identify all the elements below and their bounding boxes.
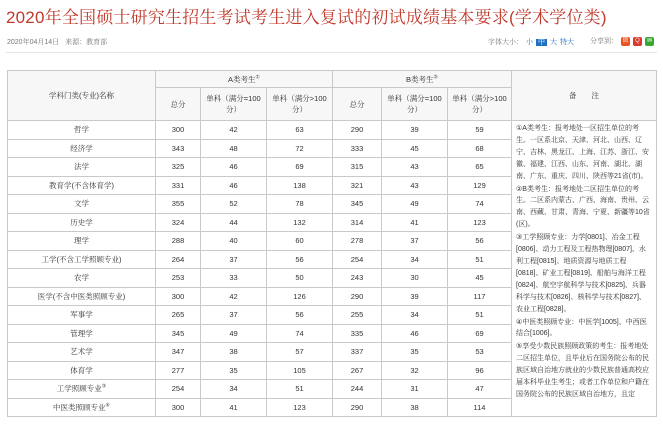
score-cell-a-total: 300 bbox=[156, 121, 201, 140]
subject-name: 文学 bbox=[8, 195, 156, 214]
score-cell-a-sbig: 74 bbox=[267, 324, 333, 343]
subject-name: 农学 bbox=[8, 269, 156, 288]
source-label: 来源：教育部 bbox=[65, 39, 108, 46]
score-cell-a-total: 277 bbox=[156, 361, 201, 380]
group-b-header: B类考生② bbox=[333, 71, 512, 88]
score-cell-b-total: 321 bbox=[333, 176, 382, 195]
score-cell-a-s100: 37 bbox=[201, 250, 267, 269]
score-cell-b-total: 333 bbox=[333, 139, 382, 158]
score-cell-a-total: 343 bbox=[156, 139, 201, 158]
score-cell-a-sbig: 60 bbox=[267, 232, 333, 251]
subject-name: 艺术学 bbox=[8, 343, 156, 362]
score-cell-a-total: 331 bbox=[156, 176, 201, 195]
a-total-header: 总分 bbox=[156, 88, 201, 121]
font-size-medium[interactable]: 中 bbox=[538, 39, 545, 46]
b-single100-header: 单科（满分=100分） bbox=[382, 88, 448, 121]
score-cell-b-total: 290 bbox=[333, 121, 382, 140]
a-single100-header: 单科（满分=100分） bbox=[201, 88, 267, 121]
score-cell-b-sbig: 68 bbox=[448, 139, 512, 158]
score-cell-b-s100: 32 bbox=[382, 361, 448, 380]
score-cell-b-s100: 34 bbox=[382, 306, 448, 325]
remark-note: ①A类考生：报考地处一区招生单位的考生。一区系北京、天津、河北、山西、辽宁、吉林、黑龙江、上海、江苏、浙江、安徽、福建、江西、山东、河南、湖北、湖南、广东、重庆、四川、陕西等21省(市)。 bbox=[516, 125, 649, 180]
subject-name: 中医类照顾专业④ bbox=[8, 398, 156, 417]
score-cell-a-total: 265 bbox=[156, 306, 201, 325]
score-cell-a-sbig: 138 bbox=[267, 176, 333, 195]
remark-note: ⑤享受少数民族照顾政策的考生：报考地处二区招生单位，且毕业后在国务院公布的民族区域自治地方就业的少数民族普通高校应届本科毕业生考生；或者工作单位和户籍在国务院公布的民族区域自治地方，且定 bbox=[516, 343, 649, 398]
score-cell-b-total: 315 bbox=[333, 158, 382, 177]
score-cell-a-sbig: 78 bbox=[267, 195, 333, 214]
score-cell-a-s100: 41 bbox=[201, 398, 267, 417]
score-cell-b-total: 345 bbox=[333, 195, 382, 214]
score-cell-a-sbig: 50 bbox=[267, 269, 333, 288]
score-cell-a-s100: 35 bbox=[201, 361, 267, 380]
font-size-label: 字体大小： bbox=[488, 39, 523, 46]
score-cell-b-s100: 43 bbox=[382, 158, 448, 177]
score-cell-a-s100: 46 bbox=[201, 176, 267, 195]
score-cell-b-total: 244 bbox=[333, 380, 382, 399]
font-size-control bbox=[488, 37, 574, 47]
score-cell-a-s100: 52 bbox=[201, 195, 267, 214]
score-cell-b-s100: 49 bbox=[382, 195, 448, 214]
score-cell-b-sbig: 114 bbox=[448, 398, 512, 417]
article-meta bbox=[7, 37, 111, 47]
score-cell-b-total: 255 bbox=[333, 306, 382, 325]
font-size-large[interactable]: 大 bbox=[550, 39, 557, 46]
score-cell-a-sbig: 105 bbox=[267, 361, 333, 380]
score-cell-b-s100: 46 bbox=[382, 324, 448, 343]
score-cell-a-sbig: 69 bbox=[267, 158, 333, 177]
score-cell-a-s100: 44 bbox=[201, 213, 267, 232]
group-a-header: A类考生① bbox=[156, 71, 333, 88]
subject-name: 历史学 bbox=[8, 213, 156, 232]
score-cell-a-sbig: 51 bbox=[267, 380, 333, 399]
subject-name: 理学 bbox=[8, 232, 156, 251]
score-cell-b-total: 278 bbox=[333, 232, 382, 251]
font-size-xlarge[interactable]: 特大 bbox=[560, 39, 574, 46]
score-cell-a-total: 347 bbox=[156, 343, 201, 362]
score-cell-a-total: 253 bbox=[156, 269, 201, 288]
b-total-header: 总分 bbox=[333, 88, 382, 121]
subject-name: 工学照顾专业③ bbox=[8, 380, 156, 399]
score-cell-b-total: 267 bbox=[333, 361, 382, 380]
subject-name: 哲学 bbox=[8, 121, 156, 140]
score-cell-b-sbig: 123 bbox=[448, 213, 512, 232]
score-cell-b-total: 314 bbox=[333, 213, 382, 232]
score-cell-a-sbig: 123 bbox=[267, 398, 333, 417]
score-cell-b-sbig: 117 bbox=[448, 287, 512, 306]
score-cell-b-s100: 30 bbox=[382, 269, 448, 288]
score-cell-b-sbig: 96 bbox=[448, 361, 512, 380]
score-cell-b-s100: 35 bbox=[382, 343, 448, 362]
score-cell-b-sbig: 59 bbox=[448, 121, 512, 140]
score-cell-a-total: 264 bbox=[156, 250, 201, 269]
score-cell-a-total: 288 bbox=[156, 232, 201, 251]
score-cell-a-sbig: 132 bbox=[267, 213, 333, 232]
score-cell-b-sbig: 53 bbox=[448, 343, 512, 362]
score-cell-b-s100: 37 bbox=[382, 232, 448, 251]
remarks-cell bbox=[512, 121, 657, 417]
score-cell-b-s100: 31 bbox=[382, 380, 448, 399]
share-bar bbox=[590, 36, 654, 46]
remark-note: ③工学照顾专业：力学[0801]、冶金工程[0806]、动力工程及工程热物理[0807]、水利工程[0815]、地质资源与地质工程[0818]、矿业工程[0819]、船舶与海洋工程[0824]、航空宇航科学与技术[0825]、兵器科学与技术[0826]、核科学与技术[0827]、农业工程[0828]。 bbox=[516, 234, 646, 313]
score-cell-b-total: 243 bbox=[333, 269, 382, 288]
score-cell-a-total: 300 bbox=[156, 398, 201, 417]
score-cell-b-total: 335 bbox=[333, 324, 382, 343]
subject-name: 管理学 bbox=[8, 324, 156, 343]
score-cell-a-sbig: 57 bbox=[267, 343, 333, 362]
score-cell-a-sbig: 63 bbox=[267, 121, 333, 140]
score-cell-b-sbig: 56 bbox=[448, 232, 512, 251]
score-cell-a-total: 324 bbox=[156, 213, 201, 232]
remark-note: ④中医类照顾专业：中医学[1005]、中西医结合[1006]。 bbox=[516, 318, 647, 338]
score-cell-b-s100: 43 bbox=[382, 176, 448, 195]
qzone-icon[interactable]: Q bbox=[633, 37, 642, 46]
score-cell-b-total: 254 bbox=[333, 250, 382, 269]
subject-name: 军事学 bbox=[8, 306, 156, 325]
score-cell-b-s100: 41 bbox=[382, 213, 448, 232]
score-cell-a-s100: 34 bbox=[201, 380, 267, 399]
score-cell-b-sbig: 51 bbox=[448, 306, 512, 325]
score-cell-b-total: 337 bbox=[333, 343, 382, 362]
score-cell-a-s100: 38 bbox=[201, 343, 267, 362]
subject-name: 法学 bbox=[8, 158, 156, 177]
remark-note: ②B类考生：报考地处二区招生单位的考生。二区系内蒙古、广西、海南、贵州、云南、西藏、甘肃、青海、宁夏、新疆等10省(区)。 bbox=[516, 185, 650, 229]
score-cell-b-total: 290 bbox=[333, 398, 382, 417]
b-singleover-header: 单科（满分>100分） bbox=[448, 88, 512, 121]
score-cell-a-s100: 48 bbox=[201, 139, 267, 158]
wechat-icon[interactable]: ✉ bbox=[646, 37, 653, 44]
score-cell-b-sbig: 65 bbox=[448, 158, 512, 177]
score-cell-a-s100: 37 bbox=[201, 306, 267, 325]
score-cell-b-s100: 38 bbox=[382, 398, 448, 417]
score-cell-a-sbig: 56 bbox=[267, 306, 333, 325]
header-divider bbox=[6, 52, 657, 53]
score-cell-b-sbig: 129 bbox=[448, 176, 512, 195]
score-cell-a-total: 345 bbox=[156, 324, 201, 343]
subject-name: 经济学 bbox=[8, 139, 156, 158]
font-size-small[interactable]: 小 bbox=[526, 39, 533, 46]
share-label: 分享到： bbox=[590, 38, 618, 45]
a-singleover-header: 单科（满分>100分） bbox=[267, 88, 333, 121]
score-cell-b-sbig: 45 bbox=[448, 269, 512, 288]
score-cell-a-total: 254 bbox=[156, 380, 201, 399]
publish-date: 2020年04月14日 bbox=[7, 39, 60, 46]
score-cell-a-s100: 42 bbox=[201, 121, 267, 140]
score-cell-b-sbig: 69 bbox=[448, 324, 512, 343]
score-cell-a-s100: 49 bbox=[201, 324, 267, 343]
score-cell-a-s100: 42 bbox=[201, 287, 267, 306]
score-cell-b-s100: 39 bbox=[382, 121, 448, 140]
subject-header: 学科门类(专业)名称 bbox=[8, 71, 156, 121]
weibo-icon[interactable]: 微 bbox=[622, 37, 629, 44]
score-cell-a-sbig: 126 bbox=[267, 287, 333, 306]
score-table bbox=[7, 70, 657, 417]
score-cell-a-total: 325 bbox=[156, 158, 201, 177]
table-row bbox=[8, 121, 657, 140]
score-cell-b-sbig: 47 bbox=[448, 380, 512, 399]
score-cell-a-total: 300 bbox=[156, 287, 201, 306]
remarks-header: 备 注 bbox=[512, 71, 657, 121]
score-cell-b-sbig: 74 bbox=[448, 195, 512, 214]
score-cell-a-sbig: 56 bbox=[267, 250, 333, 269]
subject-name: 医学(不含中医类照顾专业) bbox=[8, 287, 156, 306]
score-cell-a-sbig: 72 bbox=[267, 139, 333, 158]
score-cell-a-s100: 33 bbox=[201, 269, 267, 288]
score-cell-a-total: 355 bbox=[156, 195, 201, 214]
score-cell-b-s100: 45 bbox=[382, 139, 448, 158]
subject-name: 教育学(不含体育学) bbox=[8, 176, 156, 195]
score-cell-b-sbig: 51 bbox=[448, 250, 512, 269]
subject-name: 工学(不含工学照顾专业) bbox=[8, 250, 156, 269]
page-title: 2020年全国硕士研究生招生考试考生进入复试的初试成绩基本要求(学术学位类) bbox=[6, 8, 607, 27]
score-cell-b-s100: 39 bbox=[382, 287, 448, 306]
score-cell-a-s100: 40 bbox=[201, 232, 267, 251]
score-cell-a-s100: 46 bbox=[201, 158, 267, 177]
score-cell-b-s100: 34 bbox=[382, 250, 448, 269]
subject-name: 体育学 bbox=[8, 361, 156, 380]
score-cell-b-total: 290 bbox=[333, 287, 382, 306]
